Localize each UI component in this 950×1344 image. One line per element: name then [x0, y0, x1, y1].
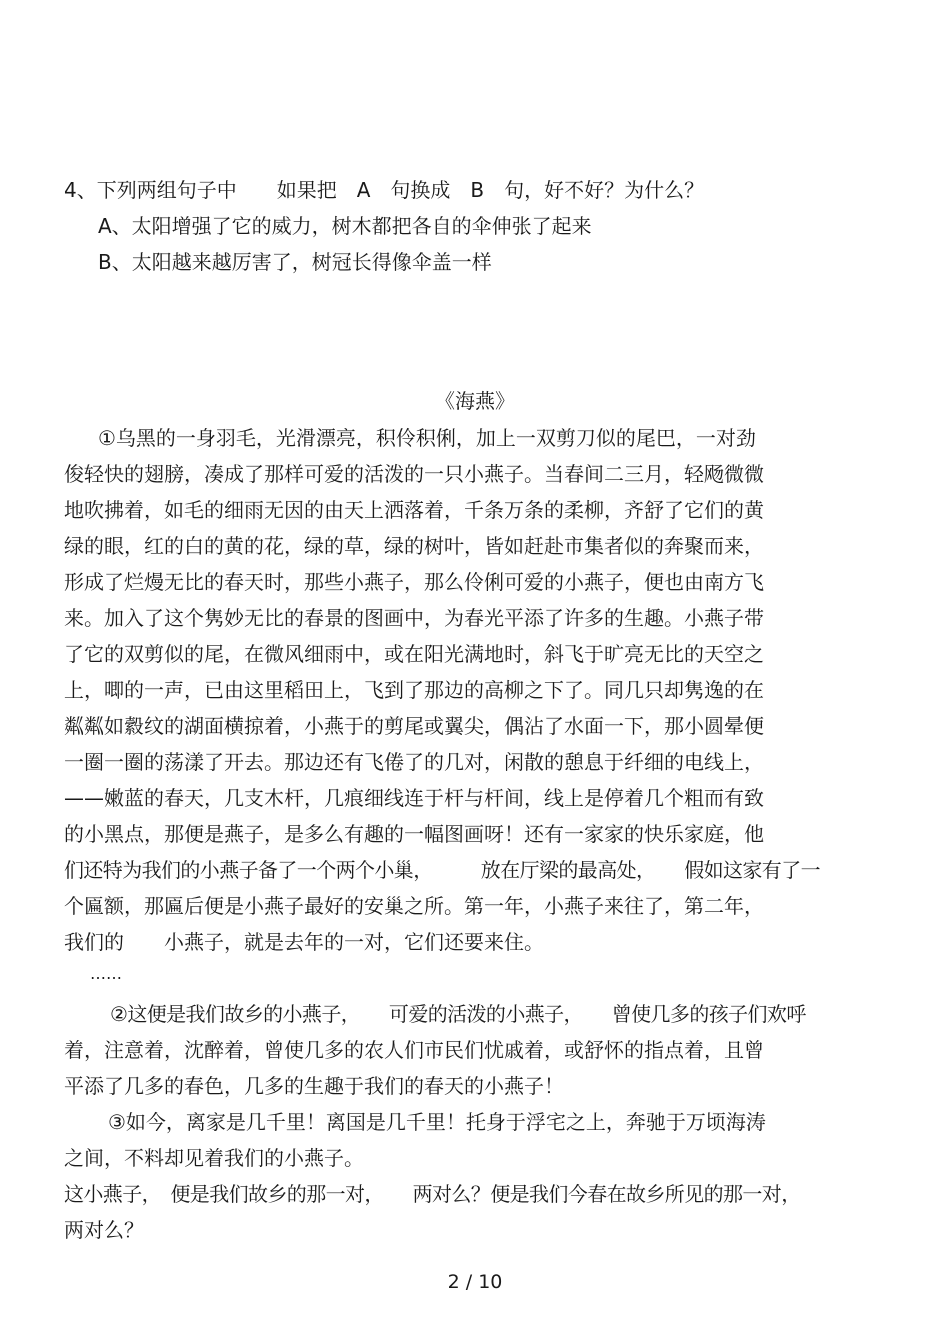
passage-line: ——嫩蓝的春天，几支木杆，几痕细线连于杆与杆间，线上是停着几个粗而有致	[64, 786, 764, 810]
passage-line: 俊轻快的翅膀，凑成了那样可爱的活泼的一只小燕子。当春间二三月，轻飏微微	[64, 462, 764, 486]
passage-line: 形成了烂熳无比的春天时，那些小燕子，那么伶俐可爱的小燕子，便也由南方飞	[64, 570, 764, 594]
passage-line: 们还特为我们的小燕子备了一个两个小巢， 放在厅梁的最高处， 假如这家有了一	[64, 858, 820, 882]
question-option-a: A、太阳增强了它的威力，树木都把各自的伞伸张了起来	[98, 214, 592, 238]
passage-line: 来。加入了这个隽妙无比的春景的图画中，为春光平添了许多的生趣。小燕子带	[64, 606, 764, 630]
passage-line: 地吹拂着，如毛的细雨无因的由天上洒落着，千条万条的柔柳，齐舒了它们的黄	[64, 498, 764, 522]
passage-line: 一圈一圈的荡漾了开去。那边还有飞倦了的几对，闲散的憩息于纤细的电线上，	[64, 750, 764, 774]
question-option-b: B、太阳越来越厉害了，树冠长得像伞盖一样	[98, 250, 492, 274]
passage-line: 这小燕子， 便是我们故乡的那一对， 两对么？便是我们今春在故乡所见的那一对，	[64, 1182, 801, 1206]
passage-line: 了它的双剪似的尾，在微风细雨中，或在阳光满地时，斜飞于旷亮无比的天空之	[64, 642, 764, 666]
passage-line: 两对么？	[64, 1218, 144, 1242]
question-prompt: 4、下列两组句子中 如果把 A 句换成 B 句，好不好？为什么？	[64, 178, 705, 202]
ellipsis-line: ……	[90, 964, 122, 983]
passage-title: 《海燕》	[435, 389, 515, 413]
passage-line: 的小黑点，那便是燕子，是多么有趣的一幅图画呀！还有一家家的快乐家庭，他	[64, 822, 764, 846]
passage-line: 平添了几多的春色，几多的生趣于我们的春天的小燕子！	[64, 1074, 564, 1098]
passage-line: ③如今，离家是几千里！离国是几千里！托身于浮宅之上，奔驰于万顷海涛	[108, 1110, 766, 1134]
passage-line: 个匾额，那匾后便是小燕子最好的安巢之所。第一年，小燕子来往了，第二年，	[64, 894, 764, 918]
passage-line: 上，唧的一声，已由这里稻田上，飞到了那边的高柳之下了。同几只却隽逸的在	[64, 678, 764, 702]
passage-line: ①乌黑的一身羽毛，光滑漂亮，积伶积俐，加上一双剪刀似的尾巴，一对劲	[98, 426, 756, 450]
passage-line: 绿的眼，红的白的黄的花，绿的草，绿的树叶，皆如赶赴市集者似的奔聚而来，	[64, 534, 764, 558]
passage-line: 我们的 小燕子，就是去年的一对，它们还要来住。	[64, 930, 544, 954]
passage-line: 之间，不料却见着我们的小燕子。	[64, 1146, 364, 1170]
passage-line: 粼粼如縠纹的湖面横掠着，小燕于的剪尾或翼尖，偶沾了水面一下，那小圆晕便	[64, 714, 764, 738]
passage-line: 着，注意着，沈醉着，曾使几多的农人们市民们忧戚着，或舒怀的指点着，且曾	[64, 1038, 764, 1062]
page-number: 2 / 10	[447, 1271, 503, 1293]
passage-line: ②这便是我们故乡的小燕子， 可爱的活泼的小燕子， 曾使几多的孩子们欢呼	[110, 1002, 806, 1026]
